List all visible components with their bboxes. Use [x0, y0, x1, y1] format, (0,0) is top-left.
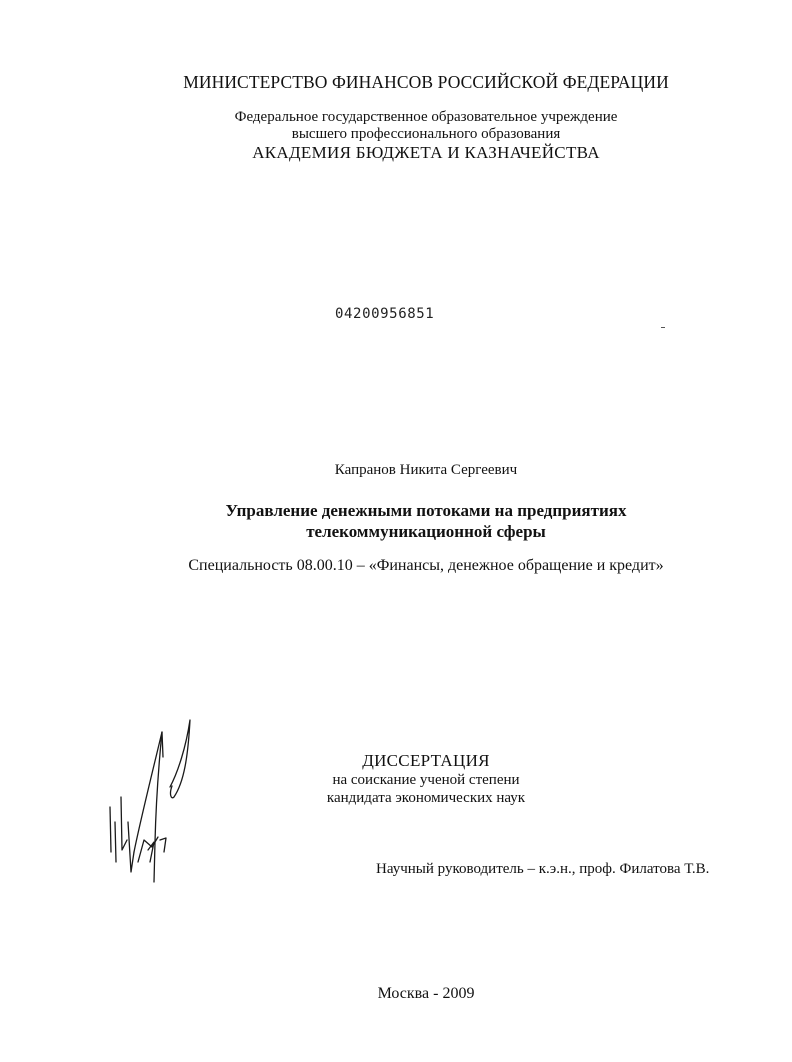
institution-name: АКАДЕМИЯ БЮДЖЕТА И КАЗНАЧЕЙСТВА — [252, 143, 600, 162]
institution-line-2: высшего профессионального образования — [291, 126, 561, 142]
institution-line-1: Федеральное государственное образовательное учреждение — [234, 109, 618, 125]
specialty-line: Специальность 08.00.10 – «Финансы, денежное обращение и кредит» — [188, 557, 664, 574]
thesis-title-line-2: телекоммуникационной сферы — [306, 522, 546, 541]
scientific-advisor: Научный руководитель – к.э.н., проф. Филатова Т.В. — [376, 861, 710, 877]
degree-line-1: на соискание ученой степени — [332, 772, 520, 788]
city-year: Москва - 2009 — [377, 985, 475, 1002]
scan-speck — [661, 327, 665, 328]
catalog-number: 04200956851 — [335, 306, 435, 322]
author-name: Капранов Никита Сергеевич — [334, 462, 518, 478]
dissertation-heading: ДИССЕРТАЦИЯ — [362, 751, 490, 770]
ministry-heading: МИНИСТЕРСТВО ФИНАНСОВ РОССИЙСКОЙ ФЕДЕРАЦИИ — [183, 72, 669, 92]
thesis-title-line-1: Управление денежными потоками на предприятиях — [225, 501, 627, 520]
degree-line-2: кандидата экономических наук — [326, 790, 526, 806]
